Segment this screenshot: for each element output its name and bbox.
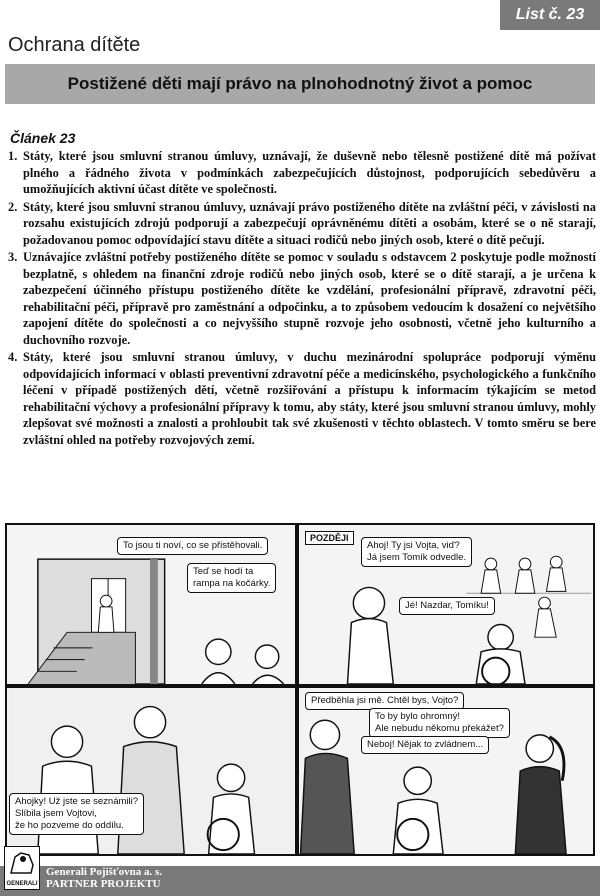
paragraph-number: 3.	[8, 250, 18, 264]
banner-text: Postižené děti mají právo na plnohodnotný život a pomoc	[67, 74, 533, 93]
article-title: Článek 23	[10, 130, 76, 146]
speech-bubble: Předběhla jsi mě. Chtěl bys, Vojto?	[305, 692, 464, 710]
comic-panel-2	[297, 523, 595, 686]
article-paragraph	[8, 349, 596, 448]
paragraph-number: 2.	[8, 199, 18, 214]
paragraph-text: Státy, které jsou smluvní stranou úmluvy, v duchu mezinárodní spolupráce podporují výměnu odpovídajících informací v oblasti preventivní zdravotní péče a medicínského, psychologického a funkčního léčení v případě postižených dětí, včetně rozšiřování a přístupu k informacím týkajícím se metod rehabilitační výchovy a profesionální přípravy k tomu, aby státy, které jsou smluvní stranou úmluvy, mohly zlepšovat své možnosti a znalosti a prohloubit tak své zkušenosti v těchto oblastech. V tomto směru se bere zvláštní ohled na potřeby rozvojových zemí.	[23, 350, 596, 447]
paragraph-number: 4.	[8, 350, 18, 364]
speech-bubble: Ahojky! Už jste se seznámili? Slíbila jsem Vojtovi, že ho pozveme do oddílu.	[9, 793, 144, 835]
article-paragraph	[8, 199, 596, 249]
paragraph-text: Uznávajíce zvláštní potřeby postiženého dítěte se pomoc v souladu s odstavcem 2 poskytuje podle možností bezplatně, s ohledem na finanční zdroje rodičů nebo jiných osob, které se o dítě starají, a je určena k zabezpečení účinného přístupu postiženého dítěte ke vzdělání, profesionální přípravě, zdravotní péči, rehabilitační péči, přípravě pro zaměstnání a odpočinku, a to způsobem vedoucím k dosažení co největšího zapojení dítěte do společnosti a co nejvyššího stupně rozvoje jeho osobnosti, včetně jeho kulturního a duchovního rozvoje.	[23, 250, 596, 347]
speech-bubble: Teď se hodí ta rampa na kočárky.	[187, 563, 276, 593]
paragraph-text: Státy, které jsou smluvní stranou úmluvy, uznávají právo postiženého dítěte na zvláštní péči, v závislosti na rozsahu existujících zdrojů podporují a zabezpečují oprávněnému dítěti a osobám, které se o ně starají, požadovanou pomoc odpovídající stavu dítěte a situaci rodičů nebo jiných osob, které o dítě pečují.	[23, 199, 596, 247]
footer-partner-text	[46, 866, 162, 890]
speech-bubble: Jé! Nazdar, Tomíku!	[399, 597, 495, 615]
speech-bubble: Neboj! Nějak to zvládnem...	[361, 736, 489, 754]
comic-strip	[5, 523, 595, 856]
comic-panel-1	[5, 523, 297, 686]
comic-panel-4	[297, 686, 595, 856]
comic-panel-3	[5, 686, 297, 856]
paragraph-text: Státy, které jsou smluvní stranou úmluvy, uznávají, že duševně nebo tělesně postižené dítě má požívat plného a řádného života v podmínkách zabezpečujících důstojnost, podporujících sebedůvěru a umožňujících aktivní účast dítěte ve společnosti.	[23, 149, 596, 196]
article-paragraph	[8, 249, 596, 348]
generali-logo	[4, 846, 40, 890]
logo-label: GENERALI	[6, 881, 38, 887]
speech-bubble: Ahoj! Ty jsi Vojta, viď? Já jsem Tomík odvedle.	[361, 537, 472, 567]
paragraph-number: 1.	[8, 149, 18, 163]
article-paragraph	[8, 148, 596, 198]
section-title: Ochrana dítěte	[8, 34, 141, 56]
footer-company: Generali Pojišťovna a. s.	[46, 866, 163, 878]
panel-caption: POZDĚJI	[305, 531, 354, 545]
speech-bubble: To jsou ti noví, co se přistěhovali.	[117, 537, 268, 555]
lion-logo-icon	[5, 847, 39, 877]
speech-bubble: To by bylo ohromný! Ale nebudu někomu překážet?	[369, 708, 510, 738]
sheet-number-badge: List č. 23	[500, 0, 600, 30]
footer-partner-label: PARTNER PROJEKTU	[46, 878, 161, 890]
topic-banner	[5, 64, 595, 104]
article-paragraphs	[8, 148, 596, 449]
